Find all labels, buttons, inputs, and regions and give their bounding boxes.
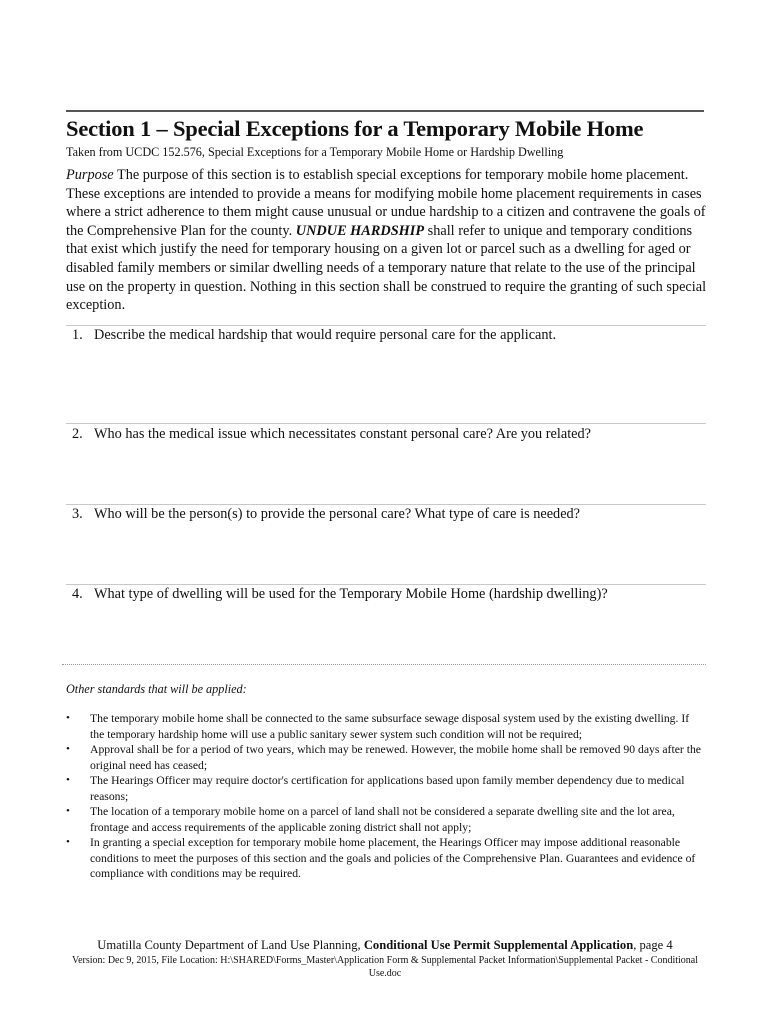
dotted-separator bbox=[62, 664, 706, 665]
standard-item bbox=[62, 773, 702, 804]
question-text: Who has the medical issue which necessitates constant personal care? Are you related? bbox=[94, 426, 592, 442]
section-title: Section 1 – Special Exceptions for a Temporary Mobile Home bbox=[66, 116, 644, 141]
standard-text: The Hearings Officer may require doctor's certification for applications based upon family member dependency due to medical reasons; bbox=[90, 774, 685, 803]
question-1-rule bbox=[66, 325, 706, 326]
section-subtitle: Taken from UCDC 152.576, Special Exceptions for a Temporary Mobile Home or Hardship Dwelling bbox=[66, 145, 564, 159]
standard-item bbox=[62, 742, 702, 773]
question-number: 3. bbox=[72, 506, 83, 522]
question-3-rule bbox=[66, 504, 706, 505]
undue-hardship-keyword: UNDUE HARDSHIP bbox=[295, 222, 425, 239]
question-4-rule bbox=[66, 584, 706, 585]
standard-text: In granting a special exception for temporary mobile home placement, the Hearings Officer may impose additional reasonable conditions to meet the purposes of this section and the goals and policies of the Comprehensive Plan. Guarantees and evidence of compliance with conditions may be required. bbox=[90, 836, 696, 880]
footer-title bbox=[0, 938, 770, 953]
question-2 bbox=[72, 426, 591, 443]
question-3 bbox=[72, 506, 580, 523]
question-2-rule bbox=[66, 423, 706, 424]
bullet-icon: • bbox=[66, 712, 70, 724]
question-text: What type of dwelling will be used for the Temporary Mobile Home (hardship dwelling)? bbox=[94, 586, 608, 602]
purpose-lead: Purpose bbox=[66, 167, 114, 183]
standards-list bbox=[62, 711, 702, 882]
footer-page: , page 4 bbox=[633, 938, 673, 952]
footer-form-name: Conditional Use Permit Supplemental Application bbox=[363, 938, 634, 952]
question-4 bbox=[72, 586, 608, 603]
footer-department: Umatilla County Department of Land Use Planning, bbox=[97, 938, 364, 952]
question-number: 2. bbox=[72, 426, 83, 442]
standard-text: Approval shall be for a period of two years, which may be renewed. However, the mobile home shall be removed 90 days after the original need has ceased; bbox=[90, 743, 701, 772]
standard-text: The location of a temporary mobile home on a parcel of land shall not be considered a separate dwelling site and the lot area, frontage and access requirements of the applicable zoning district shall not apply; bbox=[90, 805, 675, 834]
standard-item bbox=[62, 711, 702, 742]
purpose-text-1: The purpose of this section is to establish special exceptions for temporary mobile home placement. These exceptions are intended to provide a means for modifying mobile home placement requirements in cases where a strict adherence to them might cause unusual or undue hardship to a citizen and contravene the goals of the Comprehensive Plan for the county. bbox=[66, 167, 706, 239]
question-number: 4. bbox=[72, 586, 83, 602]
footer-version: Version: Dec 9, 2015, File Location: H:\SHARED\Forms_Master\Application Form & Supplemental Packet Information\Supplemental Packet - Conditional Use.doc bbox=[71, 955, 699, 979]
purpose-paragraph bbox=[66, 166, 708, 315]
bullet-icon: • bbox=[66, 774, 70, 786]
other-standards-heading: Other standards that will be applied: bbox=[66, 682, 247, 696]
purpose-text-2: shall refer to unique and temporary conditions that exist which justify the need for temporary housing on a given lot or parcel such as a dwelling for aged or disabled family members or similar dwelling needs of a temporary nature that relate to the use of the principal use on the property in question. Nothing in this section shall be construed to require the granting of such special exception. bbox=[66, 222, 707, 314]
question-text: Who will be the person(s) to provide the personal care? What type of care is needed? bbox=[94, 506, 581, 522]
bullet-icon: • bbox=[66, 836, 70, 848]
question-text: Describe the medical hardship that would require personal care for the applicant. bbox=[94, 327, 557, 343]
standard-item bbox=[62, 804, 702, 835]
question-1 bbox=[72, 327, 556, 344]
top-rule bbox=[66, 110, 704, 112]
bullet-icon: • bbox=[66, 743, 70, 755]
standard-text: The temporary mobile home shall be connected to the same subsurface sewage disposal system used by the existing dwelling. If the temporary hardship home will use a public sanitary sewer system such condition will not be required; bbox=[90, 712, 690, 741]
bullet-icon: • bbox=[66, 805, 70, 817]
standard-item bbox=[62, 835, 702, 882]
question-number: 1. bbox=[72, 327, 83, 343]
